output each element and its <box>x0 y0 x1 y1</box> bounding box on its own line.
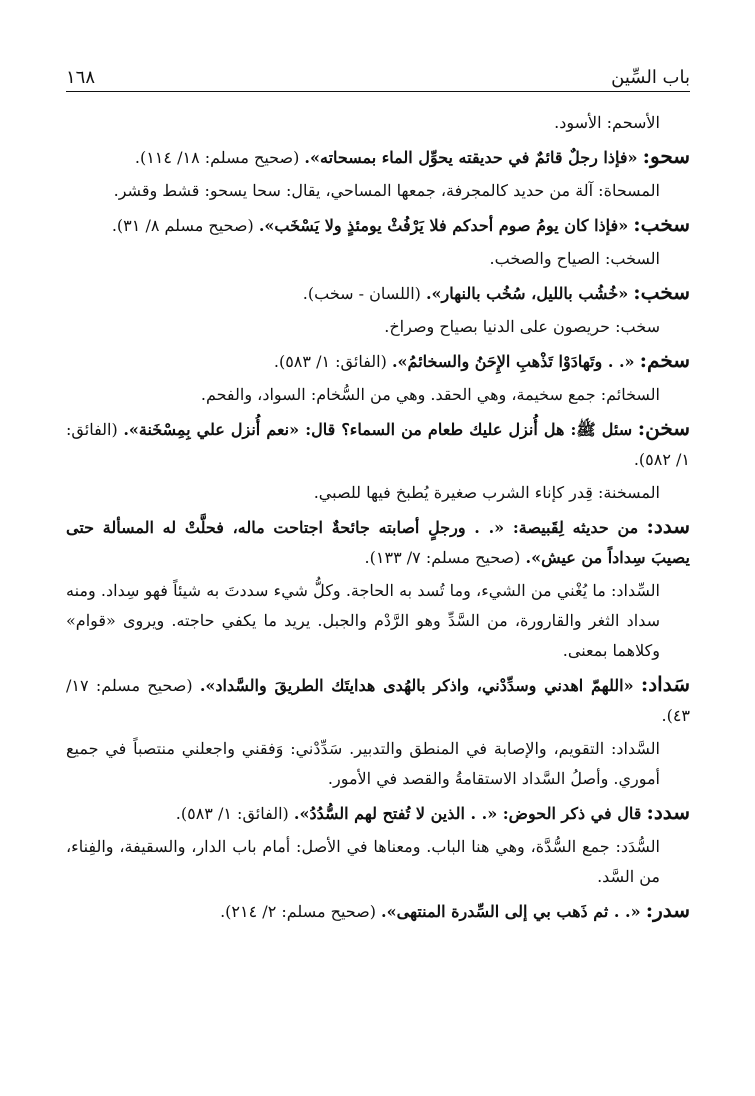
entry-source: (صحيح مسلم: ٢/ ٢١٤). <box>220 902 376 921</box>
page-number: ١٦٨ <box>66 67 96 88</box>
entry-headword: سَداد: <box>640 672 690 696</box>
entry-quote: من حديثه لِقَبيصة: «. . ورجلٍ أصابته جائحةٌ اجتاحت ماله، فحلَّتْ له المسألة حتى يصيبَ سِداداً من عيش». <box>66 518 690 567</box>
entry-quote: «فإذا رجلٌ قائمٌ في حديقته يحوِّل الماء بمسحاته». <box>304 148 638 167</box>
entry-paragraph <box>66 141 690 173</box>
entry-paragraph <box>66 209 690 241</box>
entry-headword: سخم: <box>639 348 690 372</box>
definition-paragraph: المسحاة: آلة من حديد كالمجرفة، جمعها المساحي، يقال: سحا يسحو: قشط وقشر. <box>113 181 660 200</box>
page-body <box>66 108 690 930</box>
entry-headword: سدد: <box>646 800 690 824</box>
entry-headword: سدر: <box>645 898 690 922</box>
entry-quote: «. . وتَهادَوْا تَذْهبِ الإِحَنُ والسخائمُ». <box>391 352 635 371</box>
header-rule <box>66 91 690 92</box>
entry-paragraph <box>66 669 690 731</box>
entry-headword: سخن: <box>637 416 691 440</box>
definition-paragraph: السُّدَد: جمع السُّدَّة، وهي هنا الباب. ومعناها في الأصل: أمام باب الدار، والسقيفة، والفِناء، من السَّد. <box>66 837 660 886</box>
definition-paragraph: السَّداد: التقويم، والإصابة في المنطق والتدبير. سَدِّدْني: وَفقني واجعلني منتصباً في جميع أموري. وأصلُ السَّداد الاستقامةُ والقصد في الأمور. <box>66 739 660 788</box>
entry-source: (صحيح مسلم ٨/ ٣١). <box>111 216 254 235</box>
entry-quote: سئل ﷺ: هل أُنزل عليك طعام من السماء؟ قال: «نعم أُنزل علي بِمِسْخَنة». <box>123 420 633 439</box>
entry-source: (الفائق: ١/ ٥٨٢). <box>66 420 690 469</box>
entry-headword: سخب: <box>633 212 690 236</box>
entry-headword: سدد: <box>646 514 690 538</box>
entry-quote: «خُشُب بالليل، سُخُب بالنهار». <box>425 284 629 303</box>
entry-paragraph <box>66 345 690 377</box>
chapter-title: باب السِّين <box>611 67 690 88</box>
entry-paragraph <box>66 797 690 829</box>
definition-paragraph: المسخنة: قِدر كإناء الشرب صغيرة يُطبخ فيها للصبي. <box>313 483 660 502</box>
definition-paragraph: الأسحم: الأسود. <box>554 113 660 132</box>
entry-quote: «فإذا كان يومُ صوم أحدكم فلا يَرْفُثْ يومئذٍ ولا يَسْخَب». <box>258 216 629 235</box>
definition-paragraph: السخب: الصياح والصخب. <box>489 249 660 268</box>
entry-quote: قال في ذكر الحوض: «. . الذين لا تُفتح لهم السُّدُدُ». <box>293 804 642 823</box>
entry-paragraph <box>66 413 690 475</box>
definition-paragraph: سخب: حريصون على الدنيا بصياح وصراخ. <box>384 317 660 336</box>
entry-headword: سحو: <box>642 144 690 168</box>
entry-source: (صحيح مسلم: ١٨/ ١١٤). <box>134 148 300 167</box>
entry-quote: «اللهمّ اهدني وسدِّدْني، واذكر بالهُدى هدايتَك الطريقَ والسَّداد». <box>199 676 634 695</box>
entry-headword: سخب: <box>633 280 690 304</box>
page-header <box>66 58 690 88</box>
entry-paragraph <box>66 277 690 309</box>
entry-source: (الفائق: ١/ ٥٨٣). <box>175 804 289 823</box>
entry-quote: «. . ثم ذَهب بي إلى السِّدرة المنتهى». <box>381 902 641 921</box>
entry-source: (اللسان - سخب). <box>302 284 421 303</box>
entry-paragraph <box>66 895 690 927</box>
definition-paragraph: السخائم: جمع سخيمة، وهي الحقد. وهي من السُّخام: السواد، والفحم. <box>200 385 660 404</box>
entry-source: (الفائق: ١/ ٥٨٣). <box>273 352 387 371</box>
entry-source: (صحيح مسلم: ٧/ ١٣٣). <box>364 548 521 567</box>
entry-source: (صحيح مسلم: ١٧/ ٤٣). <box>66 676 690 725</box>
definition-paragraph: السِّداد: ما يُغْني من الشيء، وما تُسد به الحاجة. وكلُّ شيء سددتَ به شيئاً فهو سِداد. ومنه سداد الثغر والقارورة، من السَّدِّ وهو الرَّدْم والجبل. يريد ما يكفي حاجته. ويروى «قوام» وكلاهما بمعنى. <box>66 581 661 660</box>
entry-paragraph <box>66 511 690 573</box>
